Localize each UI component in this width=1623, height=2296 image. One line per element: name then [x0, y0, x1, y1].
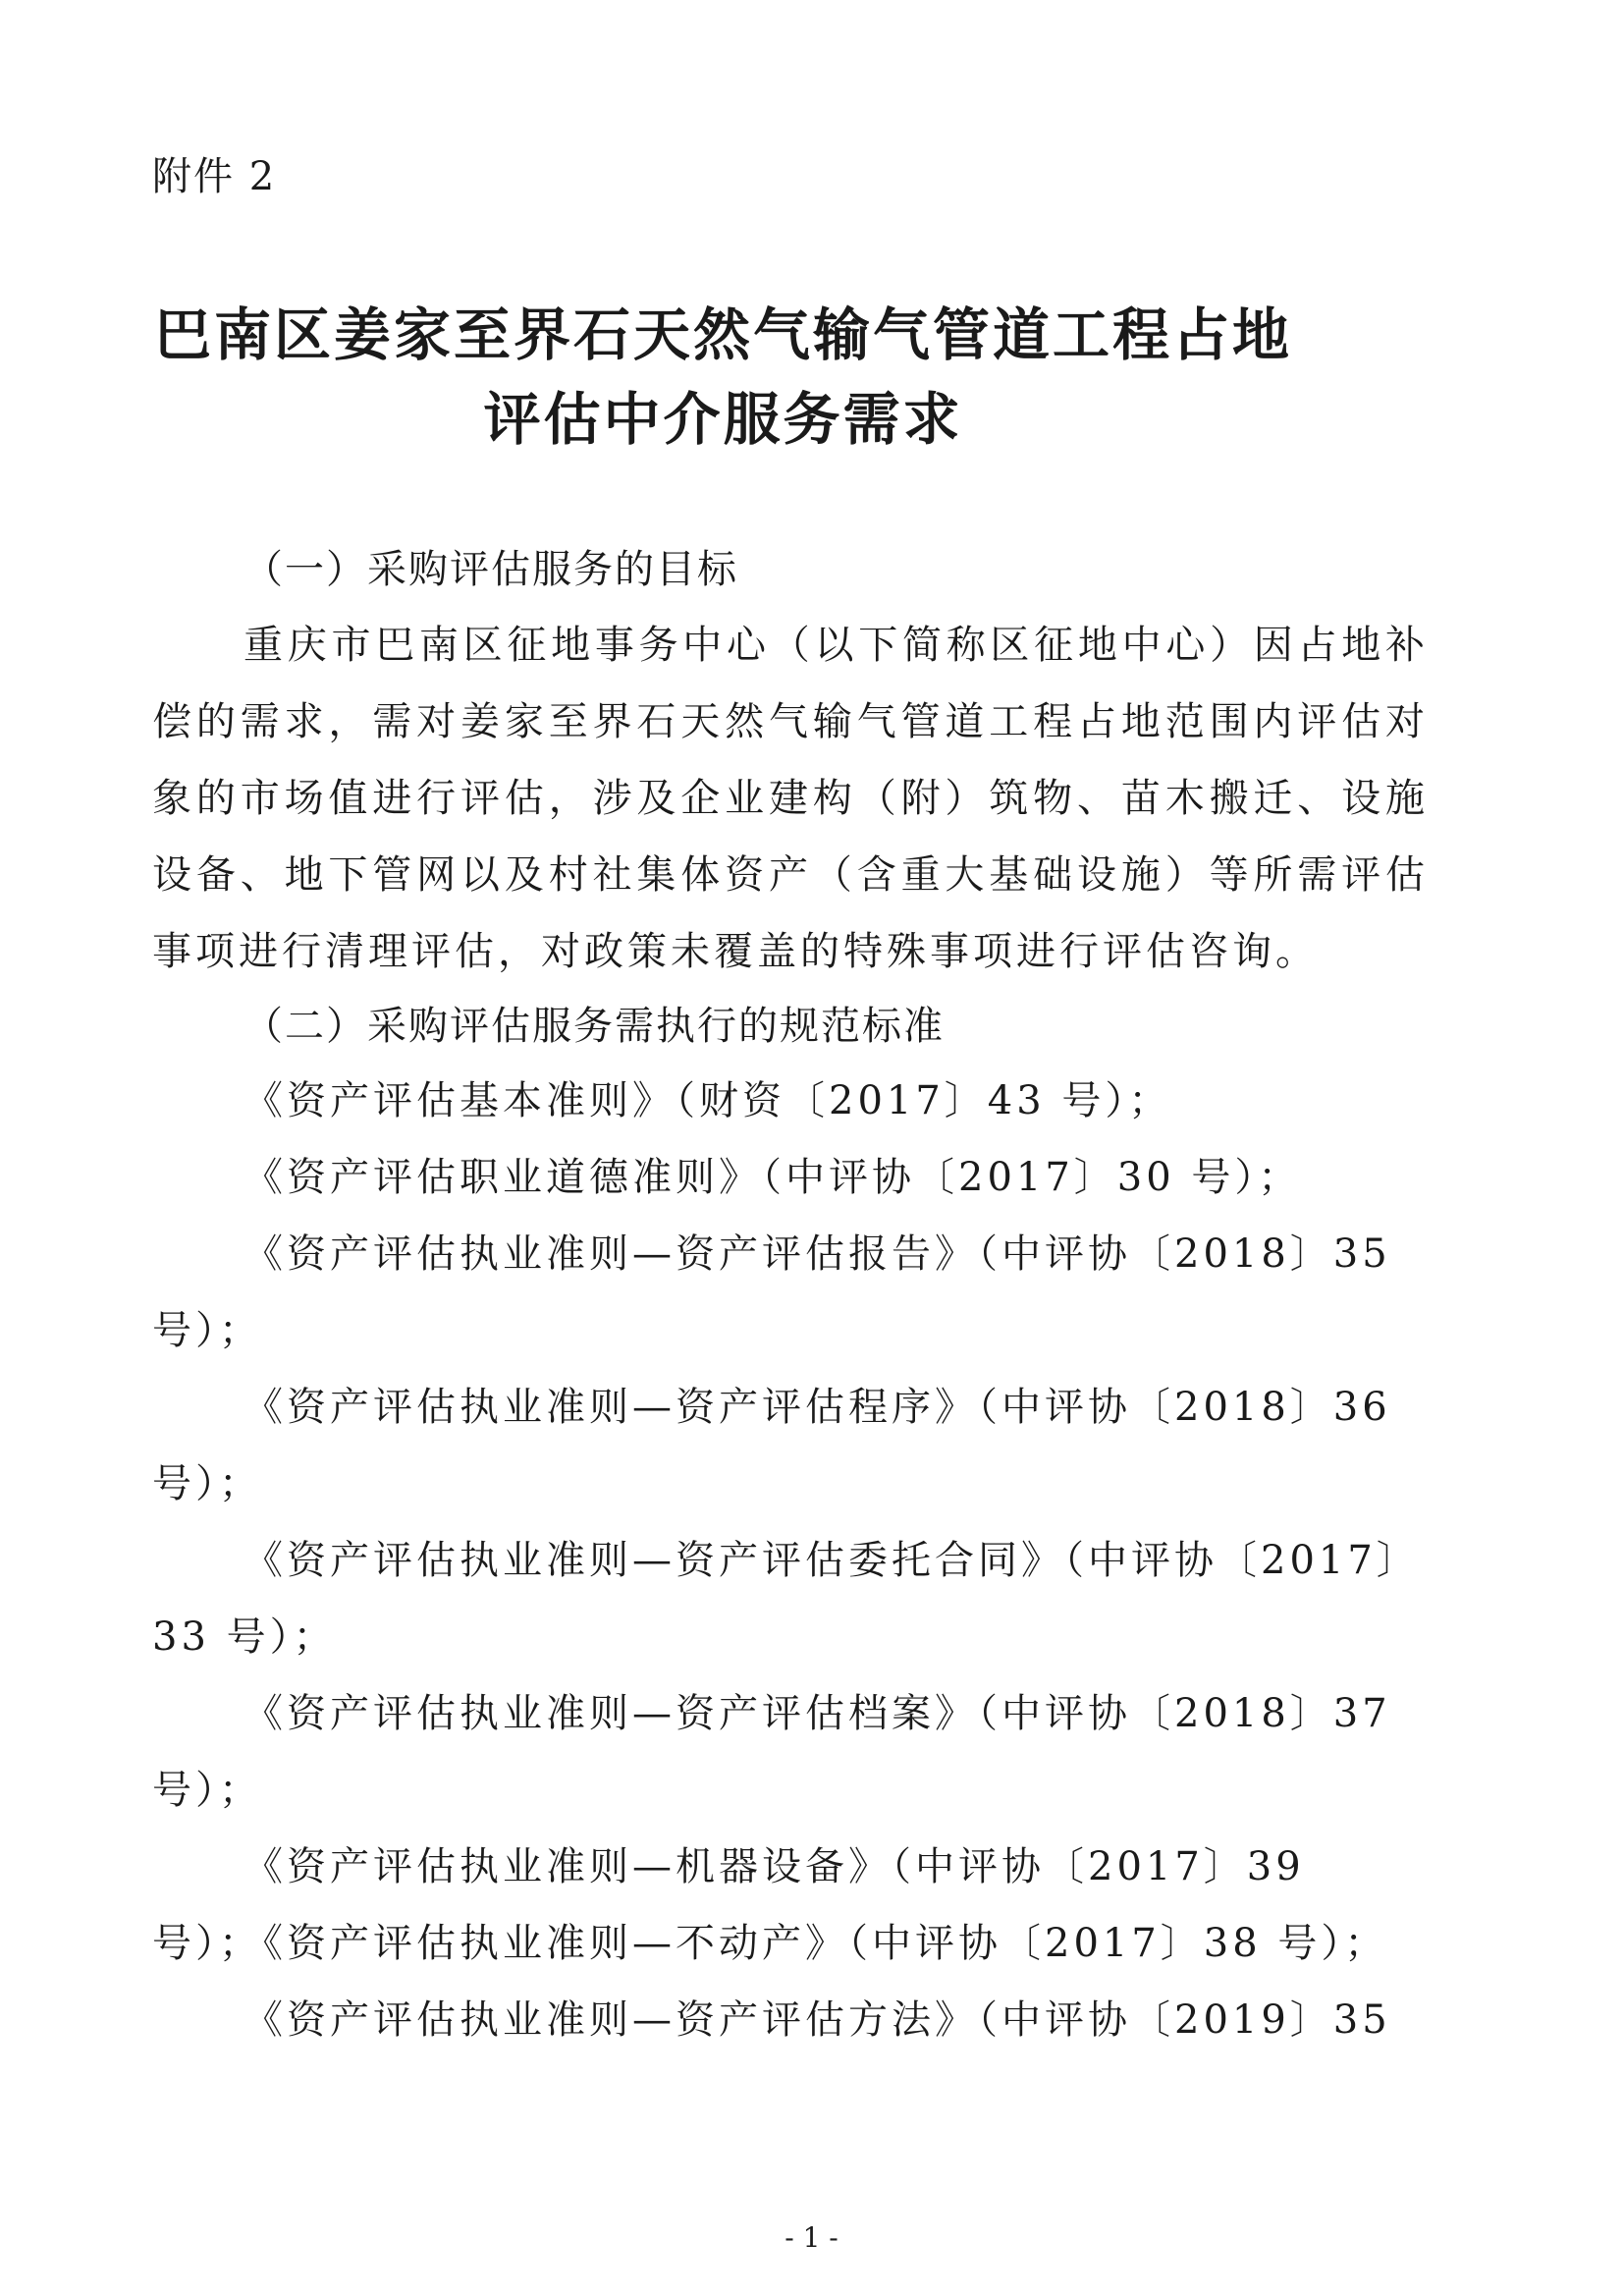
standard-item: 《资产评估执业准则—机器设备》（中评协〔2017〕39 号）； [152, 1844, 1305, 1966]
standard-item: 《资产评估执业准则—不动产》（中评协〔2017〕38 号）； [243, 1921, 1388, 1966]
section2-heading: （二）采购评估服务需执行的规范标准 [243, 1004, 945, 1049]
document-title-line1: 巴南区姜家至界石天然气输气管道工程占地 [153, 301, 1292, 368]
standard-item: 《资产评估执业准则—资产评估方法》（中评协〔2019〕35 [243, 1997, 1391, 2043]
standard-item: 《资产评估执业准则—资产评估报告》（中评协〔2018〕35 号）； [152, 1231, 1391, 1353]
page-number: - 1 - [784, 2221, 839, 2254]
document-title-line2: 评估中介服务需求 [483, 386, 963, 453]
standard-item: 《资产评估基本准则》（财资〔2017〕43 号）； [243, 1078, 1172, 1123]
standard-item: 《资产评估执业准则—资产评估程序》（中评协〔2018〕36 号）； [152, 1385, 1391, 1506]
standard-item: 《资产评估执业准则—资产评估档案》（中评协〔2018〕37 号）； [152, 1691, 1391, 1813]
standard-item: 《资产评估职业道德准则》（中评协〔2017〕30 号）； [243, 1155, 1302, 1200]
attachment-label: 附件 2 [152, 154, 277, 199]
section1-heading: （一）采购评估服务的目标 [243, 547, 738, 592]
standard-item: 《资产评估执业准则—资产评估委托合同》（中评协〔2017〕33 号）； [152, 1538, 1420, 1660]
section1-body: 重庆市巴南区征地事务中心（以下简称区征地中心）因占地补偿的需求，需对姜家至界石天然气输气管道工程占地范围内评估对象的市场值进行评估，涉及企业建构（附）筑物、苗木搬迁、设施设备、地下管网以及村社集体资产（含重大基础设施）等所需评估事项进行清理评估，对政策未覆盖的特殊事项进行评估咨询。 [152, 623, 1429, 974]
